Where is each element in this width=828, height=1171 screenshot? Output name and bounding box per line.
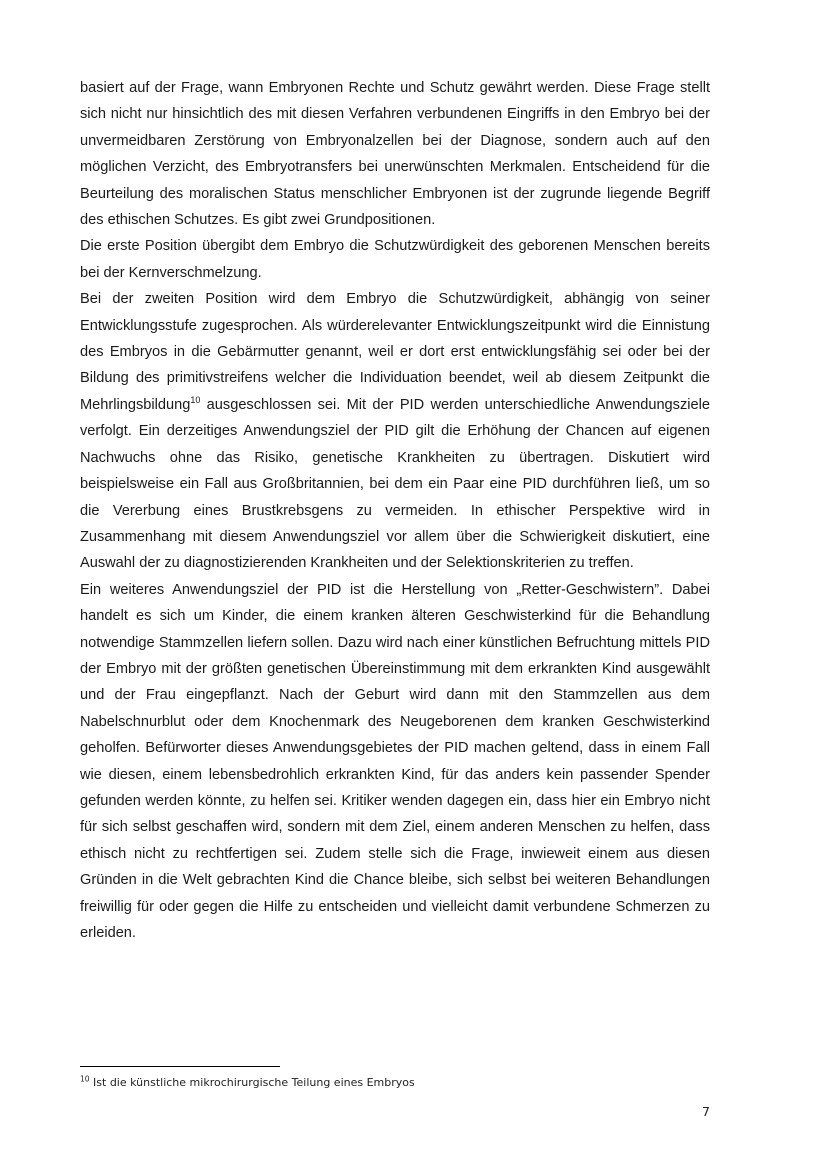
paragraph-text: Bei der zweiten Position wird dem Embryo die Schutzwürdigkeit, abhängig von seiner Entwicklungsstufe zugesprochen. Als würderelevanter Entwicklungszeitpunkt wird die Einnistung des Embryos in die Gebärmutter genannt, weil er dort erst entwicklungsfähig sei oder bei der Bildung des primitivstreifens welcher die Individuation beendet, weil ab diesem Zeitpunkt die Mehrlingsbildung [80,291,710,413]
paragraph-text: ausgeschlossen sei. Mit der PID werden unterschiedliche Anwendungsziele verfolgt. Ein derzeitiges Anwendungsziel der PID gilt die Erhöhung der Chancen auf eigenen Nachwuchs ohne das Risiko, genetische Krankheiten zu übertragen. Diskutiert wird beispielsweise ein Fall aus Großbritannien, bei dem ein Paar eine PID durchführen ließ, um so die Vererbung eines Brustkrebsgens zu vermeiden. In ethischer Perspektive wird in Zusammenhang mit diesem Anwendungsziel vor allem über die Schwierigkeit diskutiert, eine Auswahl der zu diagnostizierenden Krankheiten und der Selektionskriterien zu treffen. [80,396,710,572]
footnote-text: Ist die künstliche mikrochirurgische Teilung eines Embryos [89,1076,415,1089]
page-number: 7 [702,1104,710,1119]
footnote [80,1076,710,1089]
footnote-reference: 10 [190,395,201,406]
paragraph: Die erste Position übergibt dem Embryo die Schutzwürdigkeit des geborenen Menschen bereits bei der Kernverschmelzung. [80,238,710,281]
footnote-marker: 10 [80,1074,90,1084]
paragraph: Ein weiteres Anwendungsziel der PID ist die Herstellung von „Retter-Geschwistern”. Dabei handelt es sich um Kinder, die einem kranken älteren Geschwisterkind für die Behandlung notwendige Stammzellen liefern sollen. Dazu wird nach einer künstlichen Befruchtung mittels PID der Embryo mit der größten genetischen Übereinstimmung mit dem erkrankten Kind ausgewählt und der Frau eingepflanzt. Nach der Geburt wird dann mit den Stammzellen aus dem Nabelschnurblut oder dem Knochenmark des Neugeborenen dem kranken Geschwisterkind geholfen. Befürworter dieses Anwendungsgebietes der PID machen geltend, dass in einem Fall wie diesen, einem lebensbedrohlich erkrankten Kind, für das anders kein passender Spender gefunden werden könnte, zu helfen sei. Kritiker wenden dagegen ein, dass hier ein Embryo nicht für sich selbst geschaffen wird, sondern mit dem Ziel, einem anderen Menschen zu helfen, dass ethisch nicht zu rechtfertigen sei. Zudem stelle sich die Frage, inwieweit einem aus diesen Gründen in die Welt gebrachten Kind die Chance bleibe, sich selbst bei weiteren Behandlungen freiwillig für oder gegen die Hilfe zu entscheiden und vielleicht damit verbundene Schmerzen zu erleiden. [80,581,710,941]
footnote-separator [80,1066,280,1067]
paragraph: basiert auf der Frage, wann Embryonen Rechte und Schutz gewährt werden. Diese Frage stellt sich nicht nur hinsichtlich des mit diesen Verfahren verbundenen Eingriffs in den Embryo bei der unvermeidbaren Zerstörung von Embryonalzellen bei der Diagnose, sondern auch auf den möglichen Verzicht, des Embryotransfers bei unerwünschten Merkmalen. Entscheidend für die Beurteilung des moralischen Status menschlicher Embryonen ist der zugrunde liegende Begriff des ethischen Schutzes. Es gibt zwei Grundpositionen. [80,80,710,229]
body-text [80,75,710,946]
paragraph [80,286,710,576]
